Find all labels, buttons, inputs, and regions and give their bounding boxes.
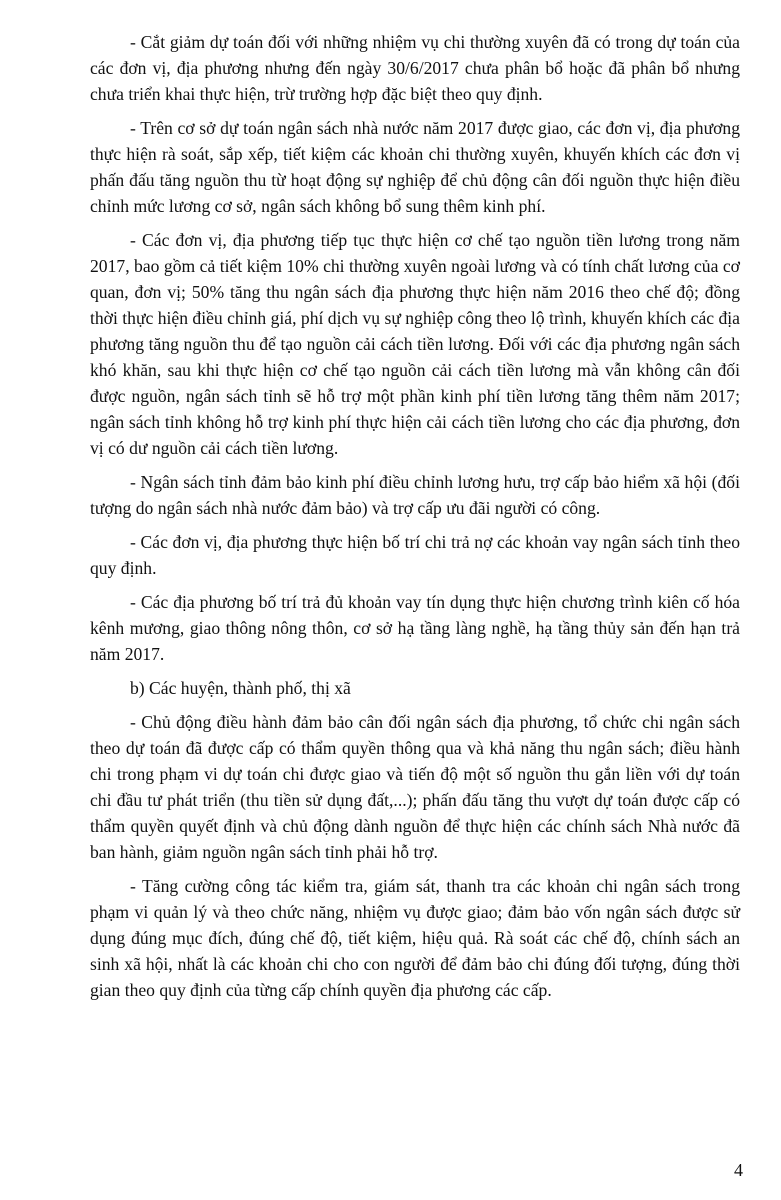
paragraph-credit-loans: - Các địa phương bố trí trả đủ khoản vay tín dụng thực hiện chương trình kiên cố hóa kênh mương, giao thông nông thôn, cơ sở hạ tầng làng nghề, hạ tầng thủy sản đến hạn trả năm 2017. — [90, 592, 740, 664]
paragraph-budget-cut: - Cắt giảm dự toán đối với những nhiệm vụ chi thường xuyên đã có trong dự toán của các đơn vị, địa phương nhưng đến ngày 30/6/2017 chưa phân bổ hoặc đã phân bổ nhưng chưa triển khai thực hiện, trừ trường hợp đặc biệt theo quy định. — [90, 32, 740, 104]
document-body — [90, 29, 740, 1011]
paragraph-pension-adjustment: - Ngân sách tỉnh đảm bảo kinh phí điều chỉnh lương hưu, trợ cấp bảo hiểm xã hội (đối tượng do ngân sách nhà nước đảm bảo) và trợ cấp ưu đãi người có công. — [90, 472, 740, 518]
paragraph-budget-balance: - Chủ động điều hành đảm bảo cân đối ngân sách địa phương, tổ chức chi ngân sách theo dự toán đã được cấp có thẩm quyền thông qua và khả năng thu ngân sách; điều hành chi trong phạm vi dự toán chi được giao và tiến độ một số nguồn thu gắn liền với dự toán chi đầu tư phát triển (thu tiền sử dụng đất,...); phấn đấu tăng thu vượt dự toán được cấp có thẩm quyền quyết định và chủ động dành nguồn để thực hiện các chính sách Nhà nước đã ban hành, giảm nguồn ngân sách tỉnh phải hỗ trợ. — [90, 712, 740, 862]
section-heading-districts: b) Các huyện, thành phố, thị xã — [130, 678, 351, 698]
paragraph-salary-adjustment: - Trên cơ sở dự toán ngân sách nhà nước năm 2017 được giao, các đơn vị, địa phương thực hiện rà soát, sắp xếp, tiết kiệm các khoản chi thường xuyên, khuyến khích các đơn vị phấn đấu tăng nguồn thu từ hoạt động sự nghiệp để chủ động cân đối nguồn thực hiện điều chỉnh mức lương cơ sở, ngân sách không bổ sung thêm kinh phí. — [90, 118, 740, 216]
paragraph-loan-repayment: - Các đơn vị, địa phương thực hiện bố trí chi trả nợ các khoản vay ngân sách tỉnh theo quy định. — [90, 532, 740, 578]
paragraph-salary-reform-source: - Các đơn vị, địa phương tiếp tục thực hiện cơ chế tạo nguồn tiền lương trong năm 2017, bao gồm cả tiết kiệm 10% chi thường xuyên ngoài lương và có tính chất lương của cơ quan, đơn vị; 50% tăng thu ngân sách địa phương thực hiện năm 2016 theo chế độ; đồng thời thực hiện điều chỉnh giá, phí dịch vụ sự nghiệp công theo lộ trình, khuyến khích các địa phương tăng nguồn thu để tạo nguồn cải cách tiền lương. Đối với các địa phương ngân sách khó khăn, sau khi thực hiện cơ chế tạo nguồn cải cách tiền lương mà vẫn không cân đối được nguồn, ngân sách tỉnh sẽ hỗ trợ một phần kinh phí tiền lương tăng thêm năm 2017; ngân sách tỉnh không hỗ trợ kinh phí thực hiện cải cách tiền lương cho các địa phương, đơn vị có dư nguồn cải cách tiền lương. — [90, 230, 740, 458]
paragraph-inspection: - Tăng cường công tác kiểm tra, giám sát, thanh tra các khoản chi ngân sách trong phạm vi quản lý và theo chức năng, nhiệm vụ được giao; đảm bảo vốn ngân sách được sử dụng đúng mục đích, đúng chế độ, tiết kiệm, hiệu quả. Rà soát các chế độ, chính sách an sinh xã hội, nhất là các khoản chi cho con người để đảm bảo chi đúng đối tượng, đúng thời gian theo quy định của từng cấp chính quyền địa phương các cấp. — [90, 876, 740, 1000]
page-number: 4 — [734, 1160, 743, 1180]
